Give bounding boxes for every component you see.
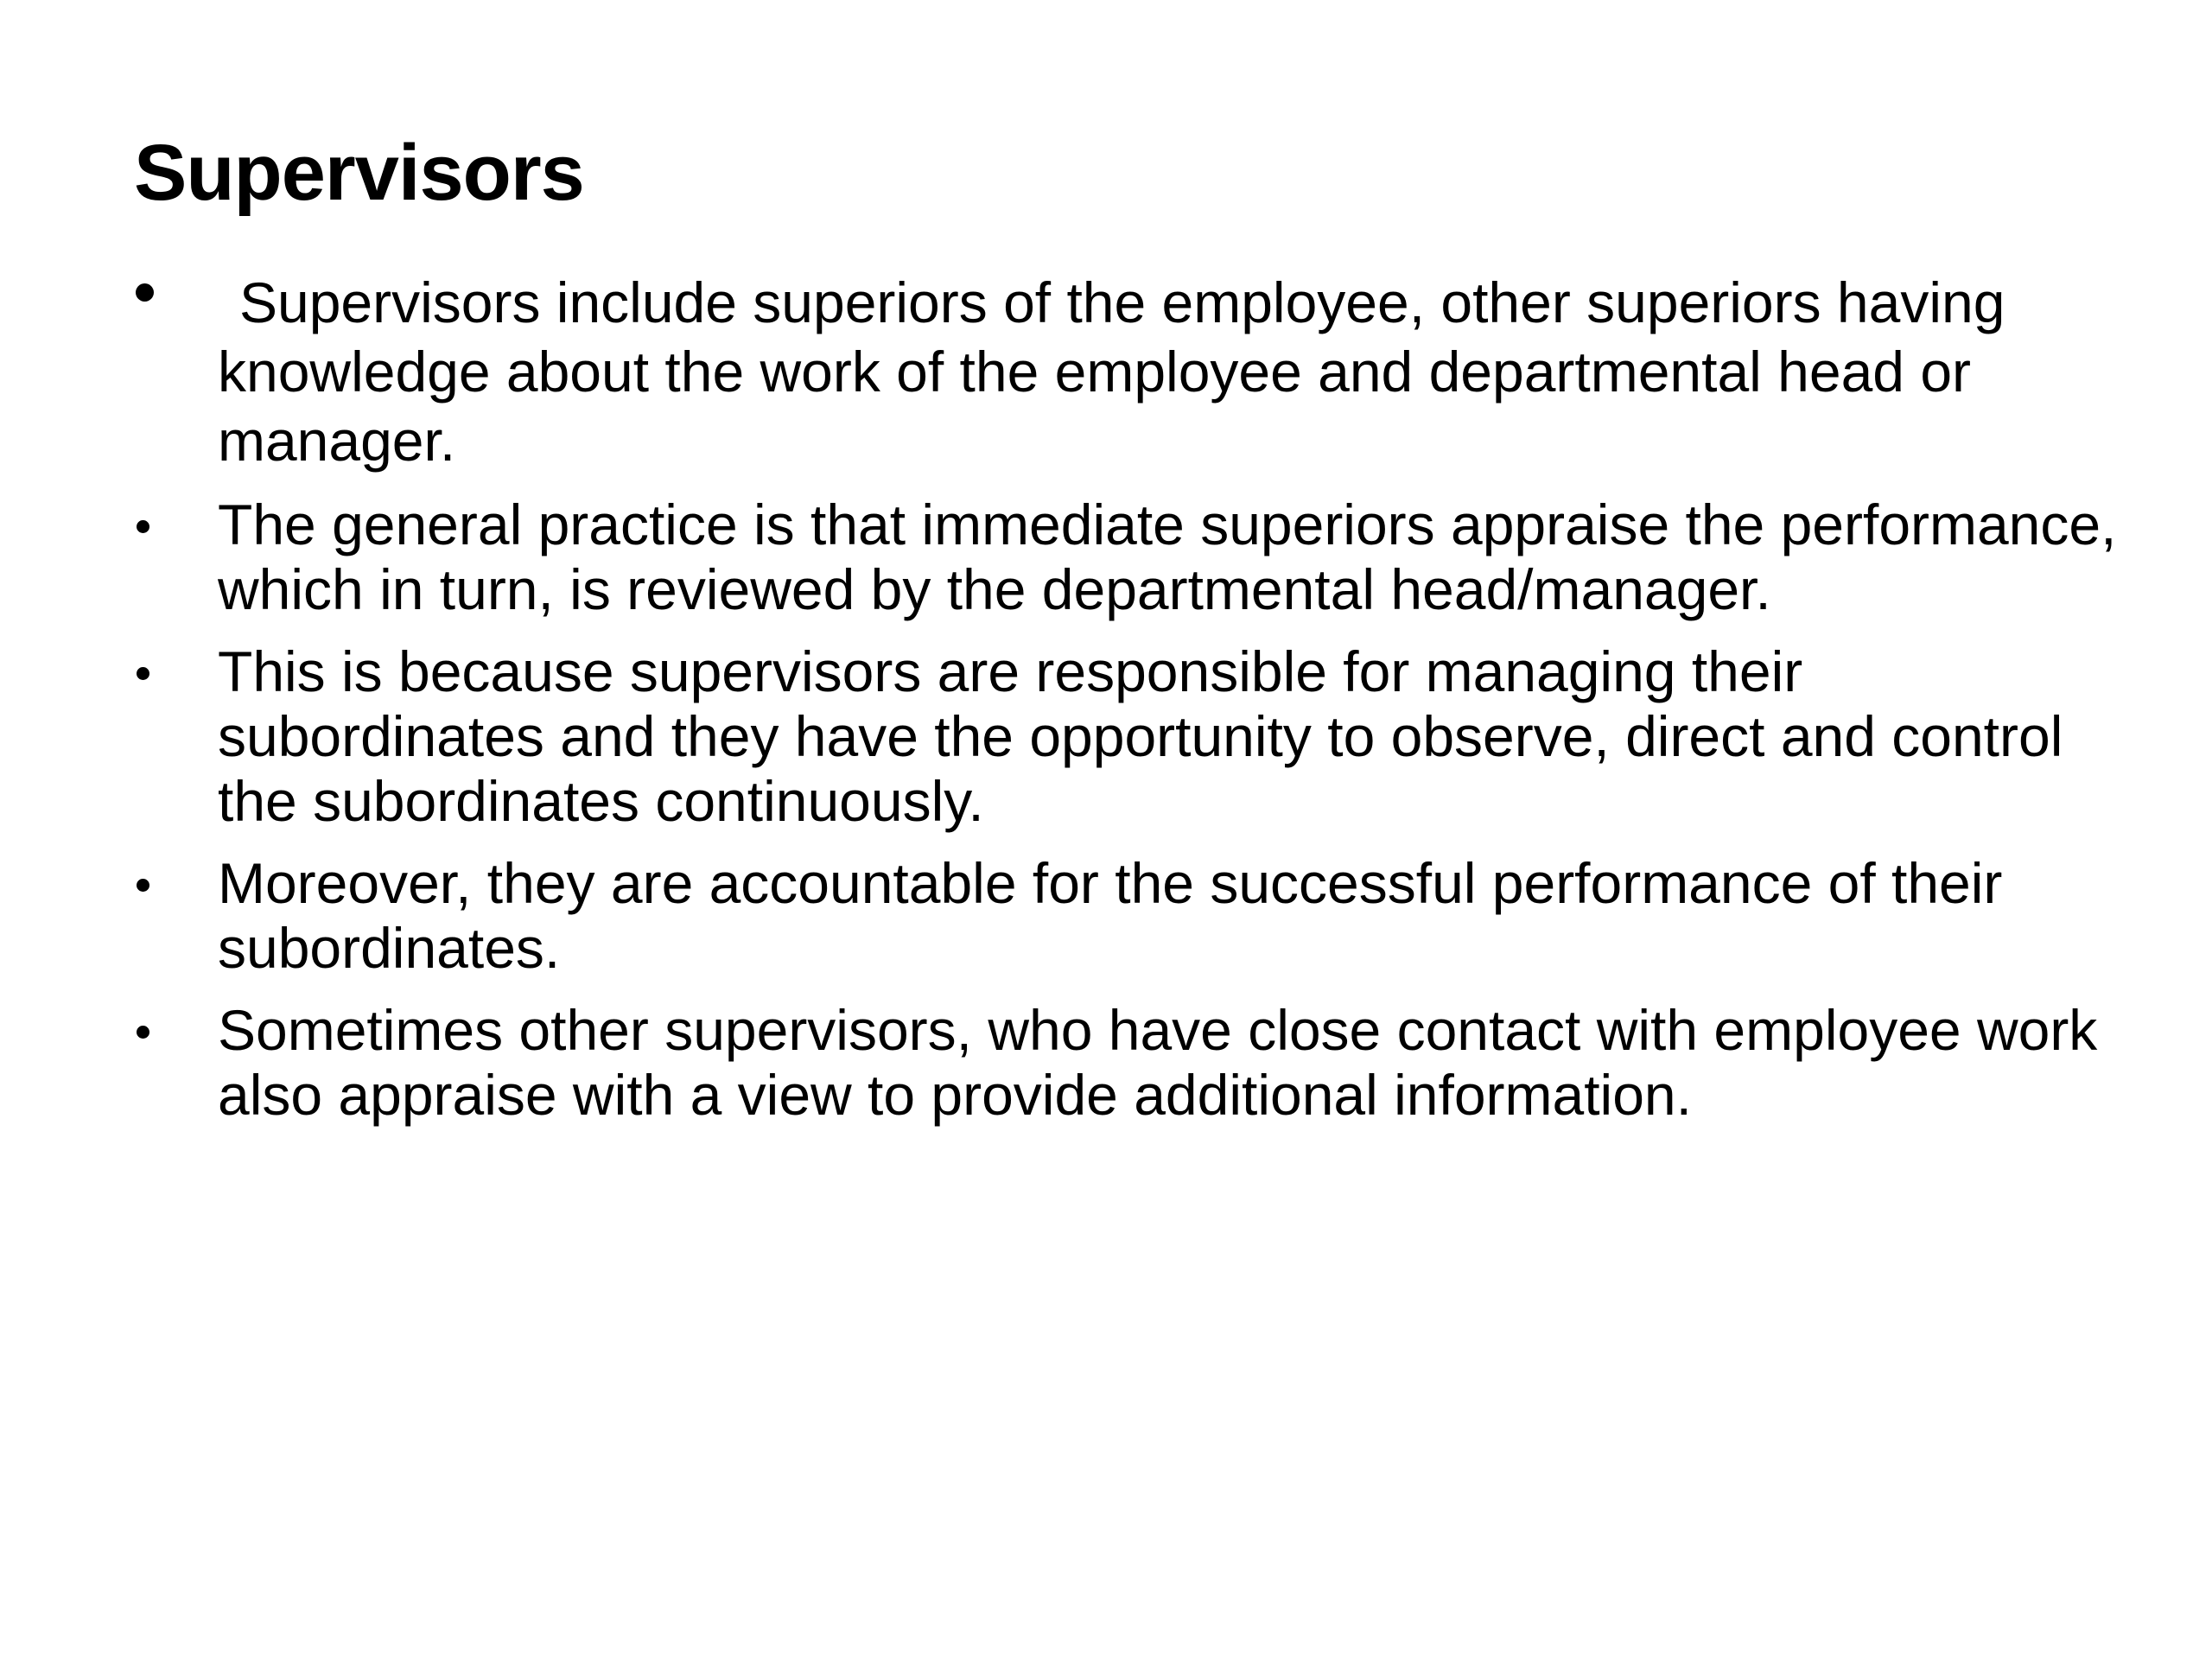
bullet-item (134, 998, 2121, 1128)
bullet-item (134, 639, 2121, 834)
slide-title: Supervisors (134, 129, 584, 217)
bullet-text: Moreover, they are accountable for the successful performance of their subordinates. (218, 851, 2003, 980)
bullet-text: This is because supervisors are responsible for managing their subordinates and they have the opportunity to observe, direct and control the subordinates continuously. (218, 639, 2063, 833)
bullet-list (134, 268, 2121, 1145)
bullet-item (134, 268, 2121, 475)
bullet-item (134, 851, 2121, 981)
bullet-text: Supervisors include superiors of the employee, other superiors having knowledge about the work of the employee and departmental head or manager. (218, 270, 2005, 473)
bullet-item (134, 493, 2121, 622)
bullet-text: The general practice is that immediate superiors appraise the performance, which in turn, is reviewed by the departmental head/manager. (218, 493, 2117, 621)
bullet-text: Sometimes other supervisors, who have close contact with employee work also appraise with a view to provide additional information. (218, 998, 2098, 1127)
